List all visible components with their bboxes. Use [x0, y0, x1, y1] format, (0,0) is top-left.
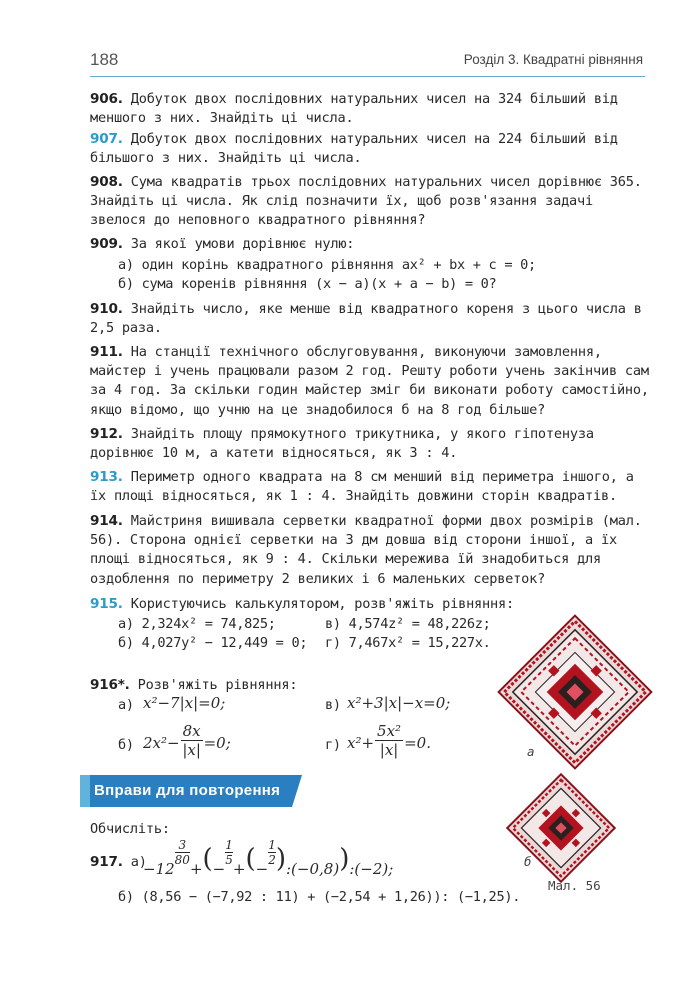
problem-917-b: б) (8,56 − (−7,92 : 11) + (−2,54 + 1,26)): (−1,25). — [118, 889, 521, 905]
problem-number: 909. — [90, 236, 123, 252]
problem-909-a: а) один корінь квадратного рівняння ax² + bx + c = 0; — [118, 257, 536, 273]
problem-915-a: а) 2,324x² = 74,825; — [118, 616, 276, 632]
problem-916-b-label: б) — [118, 737, 134, 753]
problem-text: Майстриня вишивала серветки квадратної форми двох розмірів (мал. 56). Сторона однієї серветки на 3 дм довша від сторони іншої, а їх площі відносяться, як 9 : 4. Скільки мережива їй знадобиться для оздоблення по периметру 2 великих і 6 маленьких серветок? — [90, 513, 642, 587]
section-banner: Вправи для повторення — [94, 782, 281, 799]
problem-number: 910. — [90, 301, 123, 317]
problem-910 — [90, 300, 650, 338]
problem-text: Знайдіть площу прямокутного трикутника, у якого гіпотенуза дорівнює 10 м, а катети відносяться, як 3 : 4. — [90, 426, 594, 462]
problem-908 — [90, 173, 650, 231]
equation-916-b: 2x²− $\frac{8x}{|x|}$ =0; — [143, 722, 231, 759]
problem-number: 917. — [90, 854, 123, 870]
problem-number: 915. — [90, 596, 123, 612]
figure-label-a: а — [527, 744, 535, 759]
page-header — [90, 46, 645, 77]
problem-917-a-label: а) — [130, 854, 147, 870]
problem-914 — [90, 512, 650, 589]
problem-915-b: б) 4,027y² − 12,449 = 0; — [118, 635, 308, 651]
problem-text: Добуток двох послідовних натуральних чисел на 224 більший від більшого з них. Знайдіть ці числа. — [90, 131, 618, 167]
problem-text: Розв'яжіть рівняння: — [137, 677, 298, 693]
problem-text: На станції технічного обслуговування, виконуючи замовлення, майстер і учень працювали разом 2 год. Решту роботи учень закінчив сам за 4 год. За скільки годин майстер зміг би виконати роботу самостійно, якщо відомо, що учню на це знадобилося б на 8 год більше? — [90, 344, 649, 418]
problem-916-a-label: а) — [118, 697, 134, 713]
problem-text: За якої умови дорівнює нулю: — [130, 236, 355, 252]
problem-text: Периметр одного квадрата на 8 см менший від периметра іншого, а їх площі відносяться, як 1 : 4. Знайдіть довжини сторін квадратів. — [90, 469, 634, 505]
problem-number: 912. — [90, 426, 123, 442]
napkin-large-figure — [495, 612, 655, 772]
problem-number: 914. — [90, 513, 123, 529]
section-title: Розділ 3. Квадратні рівняння — [463, 52, 643, 67]
equation-917-a: −12 $\frac{3}{80}$ +(− $\frac{1}{5}$ +(− $\frac{1}{2}$ ):(−0,8)):(−2); — [143, 838, 394, 878]
problem-number: 913. — [90, 469, 123, 485]
problem-907 — [90, 130, 650, 168]
problem-909-b: б) сума коренів рівняння (x − a)(x + a − b) = 0? — [118, 276, 497, 292]
problem-number: 908. — [90, 174, 123, 190]
problem-912 — [90, 425, 650, 463]
problem-number: 907. — [90, 131, 123, 147]
problem-915-c: в) 4,574z² = 48,226z; — [325, 616, 491, 632]
equation-916-d: x²+ $\frac{\text{5x²}}{|x|}$ =0. — [347, 722, 431, 759]
problem-text: Добуток двох послідовних натуральних чисел на 324 більший від меншого з них. Знайдіть ці числа. — [90, 91, 618, 127]
problem-number: 911. — [90, 344, 123, 360]
figure-caption: Мал. 56 — [548, 878, 601, 893]
problem-text: Користуючись калькулятором, розв'яжіть рівняння: — [130, 596, 514, 612]
equation-916-a: x²−7|x|=0; — [143, 694, 226, 712]
page-number: 188 — [90, 50, 119, 69]
problem-number: 906. — [90, 91, 123, 107]
problem-911 — [90, 343, 650, 420]
problem-text: Сума квадратів трьох послідовних натуральних чисел дорівнює 365. Знайдіть ці числа. Як слід позначити їх, щоб розв'язання задачі звелося до неповного квадратного рівняння? — [90, 174, 642, 229]
problem-906 — [90, 90, 650, 128]
compute-label: Обчисліть: — [90, 821, 170, 837]
problem-number: 916*. — [90, 677, 130, 693]
problem-916-c-label: в) — [325, 697, 341, 713]
equation-916-c: x²+3|x|−x=0; — [347, 694, 451, 712]
problem-text: Знайдіть число, яке менше від квадратного кореня з цього числа в 2,5 раза. — [90, 301, 642, 337]
problem-913 — [90, 468, 650, 506]
napkin-small-figure — [505, 772, 617, 884]
figure-label-b: б — [524, 854, 532, 869]
problem-916-d-label: г) — [325, 737, 341, 753]
problem-916 — [90, 676, 470, 695]
problem-915-d: г) 7,467x² = 15,227x. — [325, 635, 491, 651]
problem-909 — [90, 235, 650, 254]
